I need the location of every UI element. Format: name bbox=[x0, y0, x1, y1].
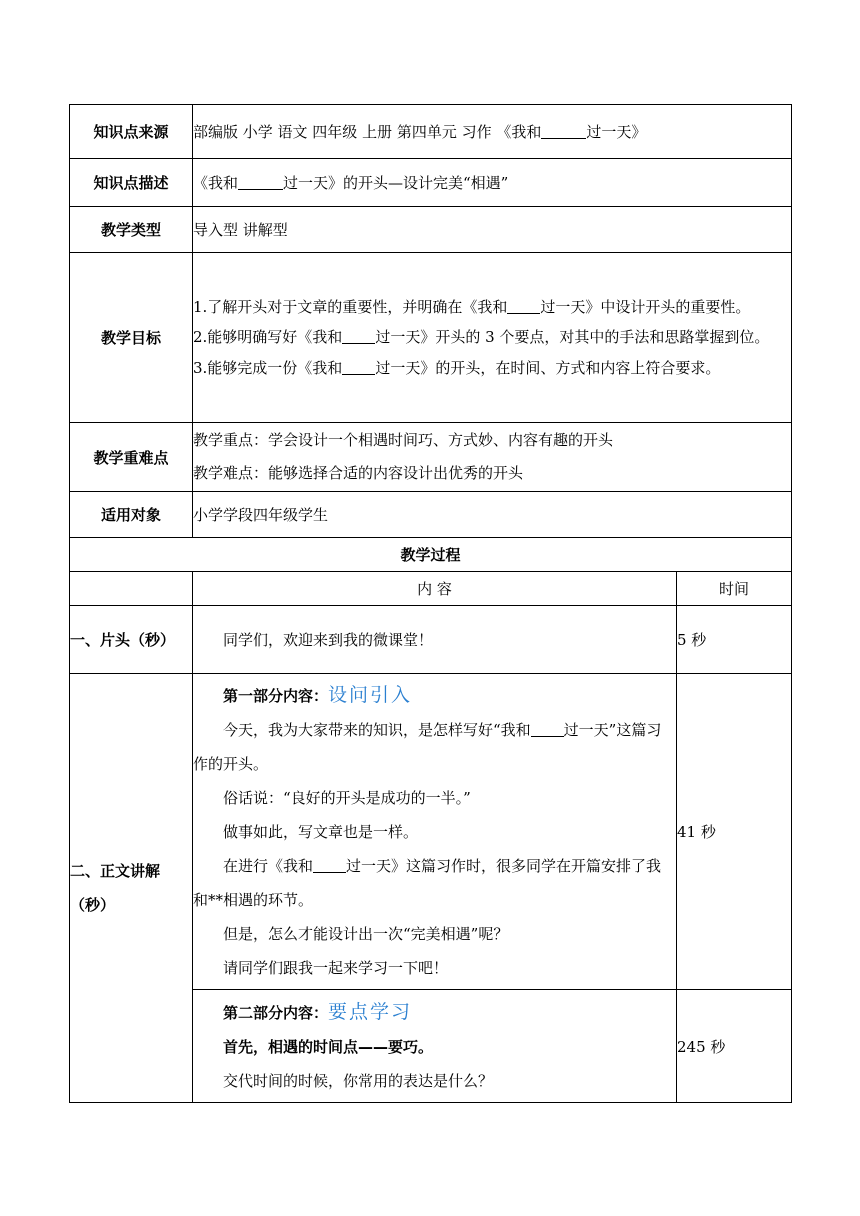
goals-label: 教学目标 bbox=[70, 253, 193, 423]
goal-1: 1.了解开头对于文章的重要性，并明确在《我和 过一天》中设计开头的重要性。 bbox=[193, 297, 751, 316]
intro-section-label: 一、片头（秒） bbox=[70, 606, 193, 674]
audience-label: 适用对象 bbox=[70, 492, 193, 538]
part1-paragraph: 今天，我为大家带来的知识，是怎样写好“我和 过一天”这篇习作的开头。 bbox=[193, 721, 662, 773]
part2-title: 要点学习 bbox=[328, 1000, 413, 1023]
goal-2: 2.能够明确写好《我和 过一天》开头的 3 个要点，对其中的手法和思路掌握到位。 bbox=[193, 328, 770, 347]
blank-line bbox=[238, 174, 283, 190]
audience-value: 小学学段四年级学生 bbox=[193, 492, 792, 538]
blank-line bbox=[342, 328, 375, 344]
blank-line bbox=[313, 857, 346, 873]
part1-time: 41 秒 bbox=[677, 674, 792, 990]
part1-title: 设问引入 bbox=[328, 684, 413, 706]
difficulty-label: 教学重难点 bbox=[70, 423, 193, 492]
part1-paragraph: 俗话说：“良好的开头是成功的一半。” bbox=[223, 789, 471, 807]
row-intro bbox=[70, 606, 792, 674]
difficulty-value bbox=[193, 423, 792, 492]
row-process-title bbox=[70, 538, 792, 572]
part2-time: 245 秒 bbox=[677, 990, 792, 1103]
row-type bbox=[70, 207, 792, 253]
source-value: 部编版 小学 语文 四年级 上册 第四单元 习作 《我和 过一天》 bbox=[193, 105, 792, 159]
blank-line bbox=[342, 359, 375, 375]
part1-heading: 第一部分内容：设问引入 bbox=[223, 684, 413, 706]
main-section-label: 二、正文讲解（秒） bbox=[70, 674, 193, 1103]
part1-paragraph: 但是，怎么才能设计出一次“完美相遇”呢？ bbox=[223, 925, 509, 943]
key-point: 教学重点：学会设计一个相遇时间巧、方式妙、内容有趣的开头 bbox=[193, 431, 614, 449]
row-process-header bbox=[70, 572, 792, 606]
header-empty bbox=[70, 572, 193, 606]
goals-value bbox=[193, 253, 792, 423]
row-source bbox=[70, 105, 792, 159]
row-goals bbox=[70, 253, 792, 423]
process-title: 教学过程 bbox=[70, 538, 792, 572]
type-value: 导入型 讲解型 bbox=[193, 207, 792, 253]
header-content: 内 容 bbox=[193, 572, 677, 606]
part2-paragraph: 交代时间的时候，你常用的表达是什么？ bbox=[223, 1071, 494, 1090]
row-description bbox=[70, 159, 792, 207]
lesson-plan-table bbox=[69, 104, 792, 1103]
blank-line bbox=[531, 721, 564, 737]
part1-paragraph: 做事如此，写文章也是一样。 bbox=[223, 823, 419, 841]
header-time: 时间 bbox=[677, 572, 792, 606]
part2-heading: 第二部分内容：要点学习 bbox=[223, 1000, 413, 1023]
intro-time: 5 秒 bbox=[677, 606, 792, 674]
difficult-point: 教学难点：能够选择合适的内容设计出优秀的开头 bbox=[193, 464, 524, 482]
type-label: 教学类型 bbox=[70, 207, 193, 253]
blank-line bbox=[507, 298, 540, 314]
goal-3: 3.能够完成一份《我和 过一天》的开头，在时间、方式和内容上符合要求。 bbox=[193, 358, 721, 377]
row-part1 bbox=[70, 674, 792, 990]
blank-line bbox=[541, 123, 586, 139]
part1-content bbox=[193, 674, 677, 990]
row-difficulty bbox=[70, 423, 792, 492]
part2-paragraph: 首先，相遇的时间点——要巧。 bbox=[223, 1037, 434, 1056]
description-label: 知识点描述 bbox=[70, 159, 193, 207]
source-label: 知识点来源 bbox=[70, 105, 193, 159]
description-value: 《我和 过一天》的开头—设计完美“相遇” bbox=[193, 159, 792, 207]
part2-content bbox=[193, 990, 677, 1103]
row-audience bbox=[70, 492, 792, 538]
part1-paragraph: 请同学们跟我一起来学习一下吧！ bbox=[223, 959, 449, 977]
part1-paragraph: 在进行《我和 过一天》这篇习作时，很多同学在开篇安排了我和**相遇的环节。 bbox=[193, 857, 662, 909]
intro-content: 同学们，欢迎来到我的微课堂！ bbox=[193, 606, 677, 674]
